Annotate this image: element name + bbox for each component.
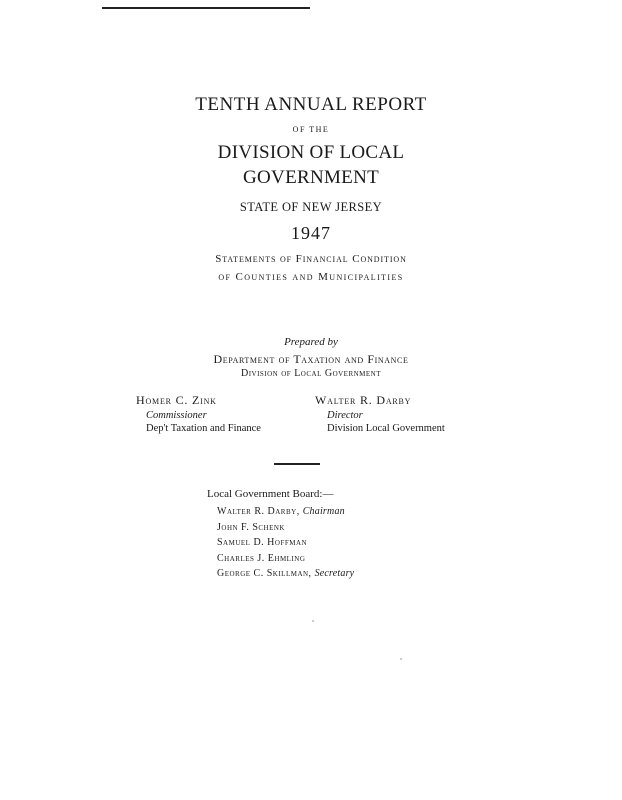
member-name: George C. Skillman, <box>217 568 312 579</box>
board-member <box>217 504 354 520</box>
state-label: STATE OF NEW JERSEY <box>239 200 383 214</box>
member-name: Charles J. Ehmling <box>217 552 306 564</box>
member-name: Walter R. Darby, <box>217 506 300 517</box>
official-org: Division Local Government <box>327 423 445 434</box>
of-the-label: OF THE <box>292 125 330 134</box>
official-org: Dep't Taxation and Finance <box>146 423 261 434</box>
local-government-board <box>207 488 354 582</box>
section-divider <box>274 463 320 465</box>
top-rule <box>102 7 310 9</box>
official-director <box>315 393 445 434</box>
member-role: Chairman <box>302 506 345 517</box>
official-name: Homer C. Zink <box>136 393 217 407</box>
paper-speck <box>400 658 402 660</box>
board-member <box>217 535 354 551</box>
member-role: Secretary <box>314 568 355 579</box>
report-year: 1947 <box>291 223 331 243</box>
prepared-by-label: Prepared by <box>284 336 338 348</box>
division-title-line2: GOVERNMENT <box>243 167 379 188</box>
board-member <box>217 566 354 582</box>
division-name: Division of Local Government <box>240 368 382 379</box>
member-name: Samuel D. Hoffman <box>217 537 308 548</box>
statements-line1: Statements of Financial Condition <box>215 253 407 265</box>
paper-speck <box>312 620 314 622</box>
board-member <box>217 520 354 536</box>
board-member <box>217 551 354 567</box>
division-title-line1: DIVISION OF LOCAL <box>217 142 405 163</box>
official-title: Director <box>327 410 363 421</box>
board-heading: Local Government Board:— <box>207 488 334 500</box>
member-name: John F. Schenk <box>217 521 285 533</box>
official-name: Walter R. Darby <box>315 393 412 407</box>
department-name: Department of Taxation and Finance <box>213 352 409 366</box>
official-title: Commissioner <box>146 410 207 421</box>
report-title: TENTH ANNUAL REPORT <box>195 94 427 115</box>
statements-line2: of Counties and Municipalities <box>218 271 404 283</box>
board-member-list <box>207 504 354 582</box>
official-commissioner <box>136 393 261 434</box>
